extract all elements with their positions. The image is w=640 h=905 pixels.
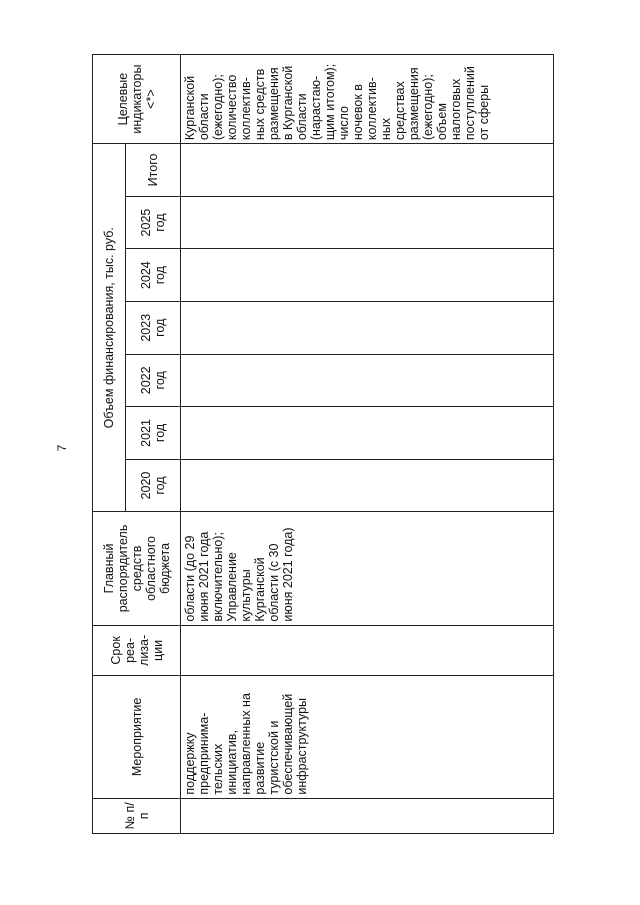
cell-num bbox=[181, 798, 554, 833]
col-term-header: Срок реа-лиза-ции bbox=[93, 625, 181, 676]
cell-2020 bbox=[181, 459, 554, 512]
year-header-2020: 2020 год bbox=[126, 459, 181, 512]
cell-total bbox=[181, 144, 554, 197]
year-header-2025: 2025 год bbox=[126, 196, 181, 249]
page-number: 7 bbox=[55, 444, 69, 452]
col-num-header: № п/п bbox=[93, 798, 181, 833]
cell-term bbox=[181, 625, 554, 676]
cell-2024 bbox=[181, 249, 554, 302]
year-header-2022: 2022 год bbox=[126, 354, 181, 407]
col-funding-header: Объем финансирования, тыс. руб. bbox=[93, 144, 126, 512]
cell-manager: области (до 29 июня 2021 года включительно); Управление культуры Курганской области (с 30 июня 2021 года) bbox=[181, 512, 554, 625]
rotated-table-wrapper bbox=[92, 54, 554, 834]
table-row bbox=[181, 55, 554, 834]
cell-indicators: Курганской области (ежегодно); количество коллектив-ных средств размещения в Курганской области (нарастаю-щим итогом); число ночевок в коллектив-ных средствах размещения (ежегодно); объем налоговых поступлений от сферы bbox=[181, 55, 554, 144]
cell-event: поддержку предпринима-тельских инициатив, направленных на развитие туристской и обеспечивающей инфраструктуры bbox=[181, 676, 554, 798]
cell-2023 bbox=[181, 301, 554, 354]
year-header-2021: 2021 год bbox=[126, 407, 181, 460]
cell-2022 bbox=[181, 354, 554, 407]
cell-2021 bbox=[181, 407, 554, 460]
funding-table bbox=[92, 54, 554, 834]
col-manager-header: Главный распорядитель средств областного бюджета bbox=[93, 512, 181, 625]
year-header-2024: 2024 год bbox=[126, 249, 181, 302]
col-indicators-header: Целевые индикаторы <*> bbox=[93, 55, 181, 144]
cell-2025 bbox=[181, 196, 554, 249]
year-header-2023: 2023 год bbox=[126, 301, 181, 354]
header-row bbox=[93, 55, 126, 834]
col-event-header: Мероприятие bbox=[93, 676, 181, 798]
total-header: Итого bbox=[126, 144, 181, 197]
